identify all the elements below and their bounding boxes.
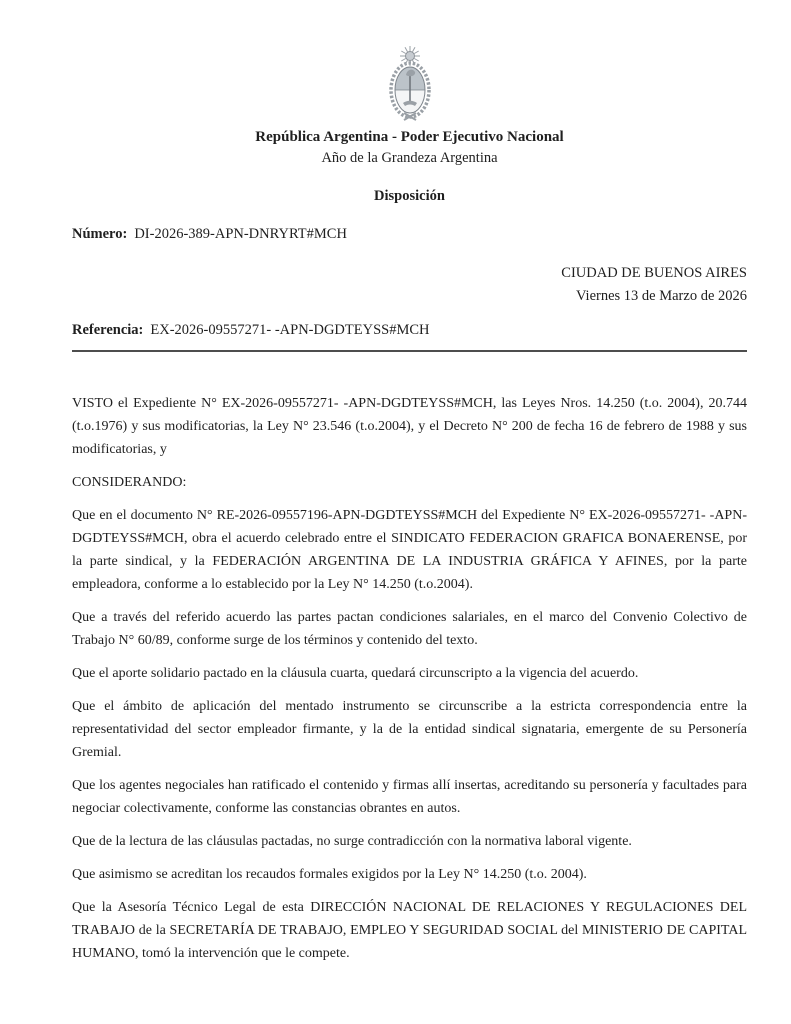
doc-type-title: Disposición bbox=[374, 188, 445, 204]
body-paragraph: CONSIDERANDO: bbox=[72, 475, 187, 490]
org-line: República Argentina - Poder Ejecutivo Nacional bbox=[255, 129, 564, 145]
argentina-coat-of-arms-icon bbox=[378, 46, 442, 122]
sun-disc bbox=[405, 52, 414, 61]
body-paragraph: Que el ámbito de aplicación del mentado instrumento se circunscribe a la estricta correspondencia entre la representatividad del sector empleador firmante, y la de la entidad sindical signataria, emergente de su Personería Gremial. bbox=[72, 699, 747, 760]
place-date-block bbox=[72, 262, 747, 308]
reference-value: EX-2026-09557271- -APN-DGDTEYSS#MCH bbox=[150, 322, 430, 338]
reference-line bbox=[72, 322, 747, 339]
date-line: Viernes 13 de Marzo de 2026 bbox=[575, 288, 747, 304]
number-line bbox=[72, 226, 747, 243]
city-line: CIUDAD DE BUENOS AIRES bbox=[561, 265, 747, 281]
header-divider bbox=[72, 350, 747, 352]
number-label: Número: bbox=[72, 226, 128, 242]
number-value: DI-2026-389-APN-DNRYRT#MCH bbox=[134, 226, 347, 242]
body-paragraph: VISTO el Expediente N° EX-2026-09557271- -APN-DGDTEYSS#MCH, las Leyes Nros. 14.250 (t.o. 2004), 20.744 (t.o.1976) y sus modificatorias, la Ley N° 23.546 (t.o.2004), y el Decreto N° 200 de fecha 16 de febrero de 1988 y sus modificatorias, y bbox=[72, 396, 747, 457]
body-paragraph: Que de la lectura de las cláusulas pactadas, no surge contradicción con la normativa laboral vigente. bbox=[72, 834, 632, 849]
body-paragraph: Que la Asesoría Técnico Legal de esta DIRECCIÓN NACIONAL DE RELACIONES Y REGULACIONES DEL TRABAJO de la SECRETARÍA DE TRABAJO, EMPLEO Y SEGURIDAD SOCIAL del MINISTERIO DE CAPITAL HUMANO, tomó la intervención que le compete. bbox=[72, 900, 747, 961]
body-paragraph: Que en el documento N° RE-2026-09557196-APN-DGDTEYSS#MCH del Expediente N° EX-2026-09557271- -APN-DGDTEYSS#MCH, obra el acuerdo celebrado entre el SINDICATO FEDERACION GRAFICA BONAERENSE, por la parte sindical, y la FEDERACIÓN ARGENTINA DE LA INDUSTRIA GRÁFICA Y AFINES, por la parte empleadora, conforme a lo establecido por la Ley N° 14.250 (t.o.2004). bbox=[72, 508, 747, 592]
reference-label: Referencia: bbox=[72, 322, 144, 338]
document-body bbox=[72, 392, 747, 965]
body-paragraph: Que los agentes negociales han ratificado el contenido y firmas allí insertas, acreditando su personería y facultades para negociar colectivamente, conforme las constancias obrantes en autos. bbox=[72, 778, 747, 816]
year-line: Año de la Grandeza Argentina bbox=[321, 150, 498, 166]
document-header bbox=[72, 46, 747, 205]
body-paragraph: Que asimismo se acreditan los recaudos formales exigidos por la Ley N° 14.250 (t.o. 2004). bbox=[72, 867, 587, 882]
body-paragraph: Que el aporte solidario pactado en la cláusula cuarta, quedará circunscripto a la vigencia del acuerdo. bbox=[72, 666, 639, 681]
body-paragraph: Que a través del referido acuerdo las partes pactan condiciones salariales, en el marco del Convenio Colectivo de Trabajo N° 60/89, conforme surge de los términos y contenido del texto. bbox=[72, 610, 747, 648]
